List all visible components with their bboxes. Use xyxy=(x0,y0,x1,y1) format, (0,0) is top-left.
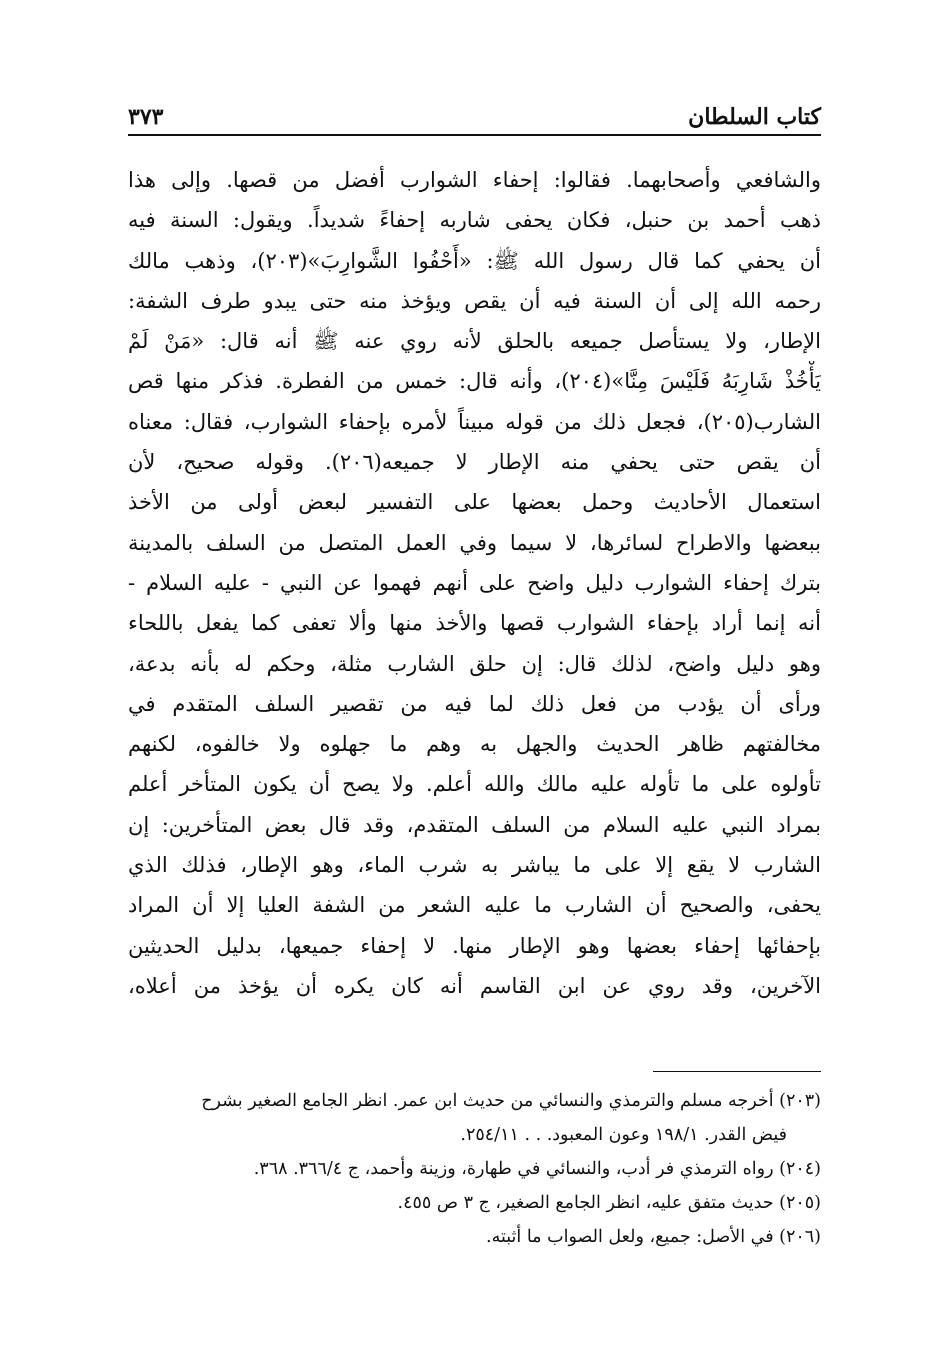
body-line: تأولوه على ما تأوله عليه مالك والله أعلم. ولا يصح أن يكون المتأخر أعلم xyxy=(128,772,821,797)
body-line: بترك إحفاء الشوارب دليل واضح على أنهم فهموا عن النبي - عليه السلام - xyxy=(128,570,821,595)
body-line: ورأى أن يؤدب من فعل ذلك لما فيه من تقصير السلف المتقدم في xyxy=(128,691,821,716)
body-line: يَأْخُذْ شَارِبَهُ فَلَيْسَ مِنَّا»(٢٠٤)، وأنه قال: خمس من الفطرة. فذكر منها قص xyxy=(128,369,821,394)
footnote-206: (٢٠٦) في الأصل: جميع، ولعل الصواب ما أثبته. xyxy=(486,1227,821,1247)
body-line: بإحفائها إحفاء بعضها وهو الإطار منها. لا إحفاء جميعها، بدليل الحديثين xyxy=(128,933,821,958)
body-text xyxy=(128,160,821,1006)
body-line: الإطار، ولا يستأصل جميعه بالحلق لأنه روي عنه ﷺ أنه قال: «مَنْ لَمْ xyxy=(128,329,821,354)
body-line: مخالفتهم ظاهر الحديث والجهل به وهم ما جهلوه ولا خالفوه، لكنهم xyxy=(128,732,821,757)
body-line: ذهب أحمد بن حنبل، فكان يحفى شاربه إحفاءً شديداً. ويقول: السنة فيه xyxy=(128,208,821,233)
body-line: الشارب لا يقع إلا على ما يباشر به شرب الماء، وهو الإطار، فذلك الذي xyxy=(128,853,821,878)
page-number: ٣٧٣ xyxy=(128,104,164,130)
header-rule xyxy=(128,134,821,136)
body-line: بمراد النبي عليه السلام من السلف المتقدم، وقد قال بعض المتأخرين: إن xyxy=(128,812,821,837)
body-line: أن يحفي كما قال رسول الله ﷺ: «أَحْفُوا الشَّوارِبَ»(٢٠٣)، وذهب مالك xyxy=(128,248,821,273)
body-line: رحمه الله إلى أن السنة فيه أن يقص ويؤخذ منه حتى يبدو طرف الشفة: xyxy=(128,288,821,313)
footnote-203: (٢٠٣) أخرجه مسلم والترمذي والنسائي من حديث ابن عمر. انظر الجامع الصغير بشرح xyxy=(201,1091,821,1111)
footnotes xyxy=(128,1084,821,1254)
book-title: كتاب السلطان xyxy=(688,104,821,130)
footnote-203-continuation: فيض القدر. ١٩٨/١ وعون المعبود. . . ٢٥٤/١١. xyxy=(460,1125,787,1145)
footnote-205: (٢٠٥) حديث متفق عليه، انظر الجامع الصغير، ج ٣ ص ٤٥٥. xyxy=(397,1193,821,1213)
body-line: يحفى، والصحيح أن الشارب ما عليه الشعر من الشفة العليا إلا أن المراد xyxy=(128,893,821,918)
body-line: ببعضها والاطراح لسائرها، لا سيما وفي العمل المتصل من السلف بالمدينة xyxy=(128,530,821,555)
running-head xyxy=(128,96,821,130)
body-line: والشافعي وأصحابهما. فقالوا: إحفاء الشوارب أفضل من قصها. وإلى هذا xyxy=(128,168,821,192)
body-line: الآخرين، وقد روي عن ابن القاسم أنه كان يكره أن يؤخذ من أعلاه، xyxy=(128,973,821,998)
body-line: أنه إنما أراد بإحفاء الشوارب قصها والأخذ منها وألا تعفى كما يفعل باللحاء xyxy=(128,611,821,636)
body-line: أن يقص حتى يحفي منه الإطار لا جميعه(٢٠٦). وقوله صحيح، لأن xyxy=(128,450,821,475)
body-line: وهو دليل واضح، لذلك قال: إن حلق الشارب مثلة، وحكم له بأنه بدعة، xyxy=(128,651,821,676)
body-line: الشارب(٢٠٥)، فجعل ذلك من قوله مبيناً لأمره بإحفاء الشوارب، فقال: معناه xyxy=(128,409,821,434)
footnote-204: (٢٠٤) رواه الترمذي فر أدب، والنسائي في طهارة، وزينة وأحمد، ج ٣٦٦/٤. ٣٦٨. xyxy=(253,1159,821,1179)
footnote-separator xyxy=(653,1071,821,1072)
body-line: استعمال الأحاديث وحمل بعضها على التفسير لبعض أولى من الأخذ xyxy=(128,490,821,515)
